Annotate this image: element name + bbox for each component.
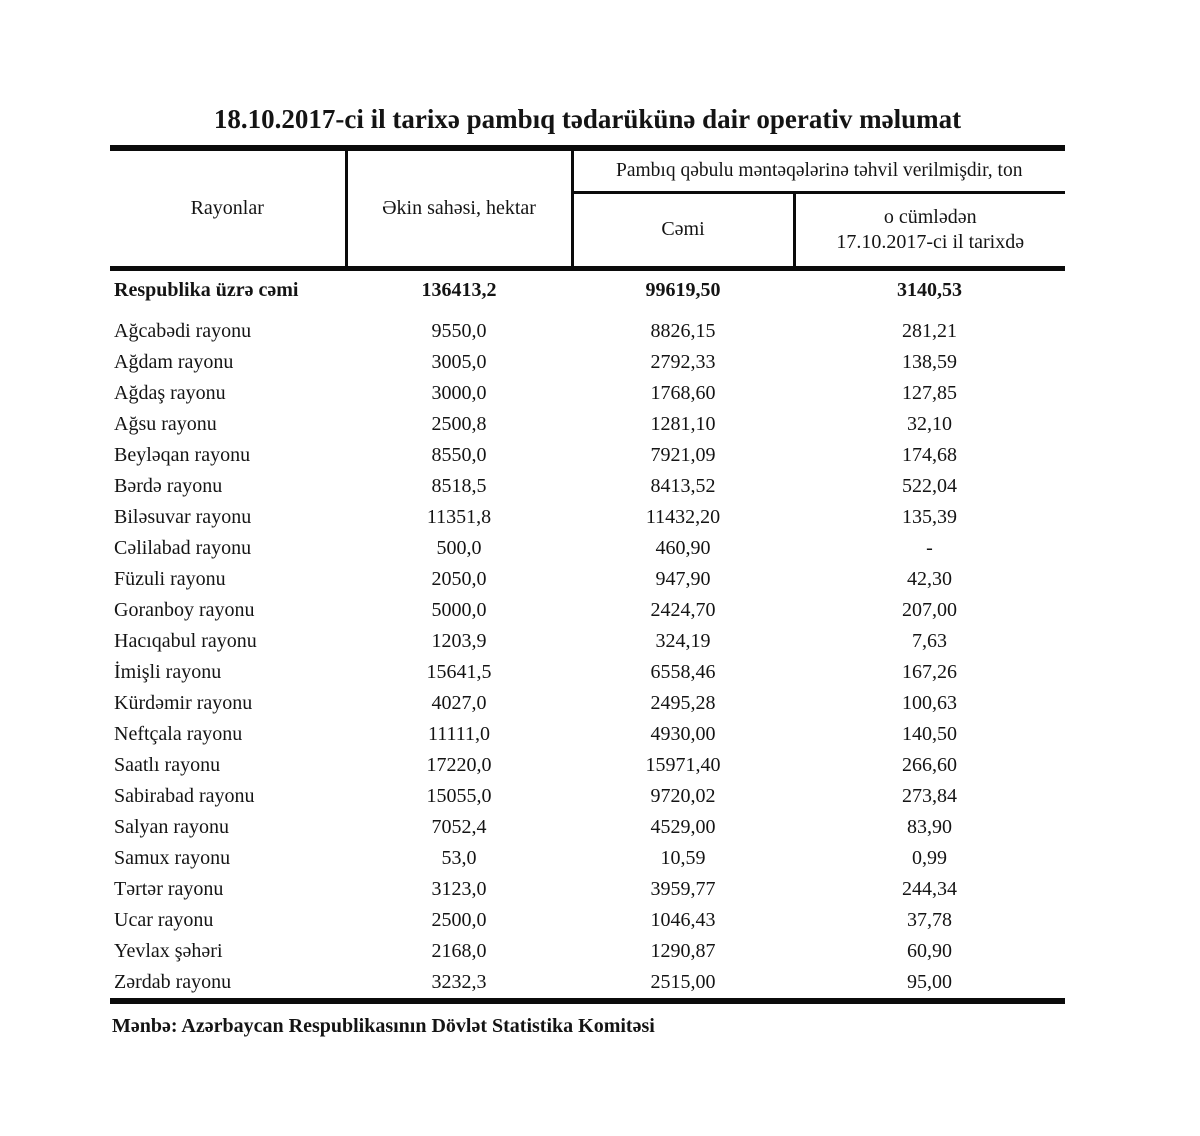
table-row: [110, 719, 1065, 750]
total-row: [110, 268, 1065, 316]
cell-sown-area: 2050,0: [431, 568, 487, 591]
cell-delivered-total: 2424,70: [650, 599, 716, 622]
row-label: İmişli rayonu: [114, 661, 222, 684]
table-row: [110, 533, 1065, 564]
table-row: [110, 440, 1065, 471]
table-row: [110, 502, 1065, 533]
cell-sown-area: 500,0: [436, 537, 482, 560]
col-header-daily-line1: o cümlədən: [883, 205, 977, 228]
cell-delivered-total: 7921,09: [650, 444, 716, 467]
cell-sown-area: 1203,9: [431, 630, 487, 653]
cell-delivered-daily: 7,63: [912, 630, 947, 653]
cell-delivered-total: 2515,00: [650, 971, 716, 994]
row-label: Ucar rayonu: [114, 909, 214, 932]
table-row: [110, 378, 1065, 409]
cell-delivered-total: 1046,43: [650, 909, 716, 932]
cell-sown-area: 15055,0: [426, 785, 492, 808]
row-label: Ağcabədi rayonu: [114, 320, 252, 343]
header-row-1: [110, 148, 1065, 193]
cell-delivered-daily: 100,63: [902, 692, 957, 715]
table-row: [110, 688, 1065, 719]
cell-delivered-daily: 95,00: [907, 971, 952, 994]
table-row: [110, 874, 1065, 905]
cell-delivered-total: 2792,33: [650, 351, 716, 374]
cell-sown-area: 9550,0: [431, 320, 487, 343]
cell-delivered-daily: 83,90: [907, 816, 952, 839]
cell-delivered-total: 8413,52: [650, 475, 716, 498]
cell-delivered-total: 9720,02: [650, 785, 716, 808]
col-header-rayonlar: Rayonlar: [110, 148, 346, 269]
cell-delivered-total: 8826,15: [650, 320, 716, 343]
cell-delivered-daily: 174,68: [902, 444, 957, 467]
cell-delivered-total: 4930,00: [650, 723, 716, 746]
cell-sown-area: 8518,5: [431, 475, 487, 498]
cell-delivered-daily: 140,50: [902, 723, 957, 746]
cell-sown-area: 2500,8: [431, 413, 487, 436]
cell-delivered-daily: 42,30: [907, 568, 952, 591]
row-label: Kürdəmir rayonu: [114, 692, 253, 715]
row-label: Saatlı rayonu: [114, 754, 221, 777]
cell-delivered-daily: 244,34: [902, 878, 957, 901]
cell-delivered-daily: 60,90: [907, 940, 952, 963]
table-row: [110, 905, 1065, 936]
table-row: [110, 626, 1065, 657]
document-page: [110, 103, 1065, 1038]
table-row: [110, 409, 1065, 440]
cell-delivered-daily: 266,60: [902, 754, 957, 777]
source-note: Mənbə: Azərbaycan Respublikasının Dövlət Statistika Komitəsi: [112, 1014, 655, 1037]
row-label: Ağdaş rayonu: [114, 382, 226, 405]
row-label: Ağdam rayonu: [114, 351, 234, 374]
table-row: [110, 657, 1065, 688]
table-row: [110, 936, 1065, 967]
table-header: [110, 148, 1065, 269]
cell-sown-area: 7052,4: [431, 816, 487, 839]
cell-sown-area: 2168,0: [431, 940, 487, 963]
row-label: Zərdab rayonu: [114, 971, 232, 994]
cell-delivered-daily: 0,99: [912, 847, 947, 870]
row-label: Beyləqan rayonu: [114, 444, 251, 467]
row-label: Goranboy rayonu: [114, 599, 255, 622]
row-label: Tərtər rayonu: [114, 878, 224, 901]
row-label: Bərdə rayonu: [114, 475, 223, 498]
cell-delivered-total: 1290,87: [650, 940, 716, 963]
table-row: [110, 347, 1065, 378]
cell-delivered-total: 6558,46: [650, 661, 716, 684]
cell-delivered-daily: 135,39: [902, 506, 957, 529]
row-label: Salyan rayonu: [114, 816, 229, 839]
cell-delivered-total: 15971,40: [645, 754, 721, 777]
cell-delivered-total: 460,90: [655, 537, 711, 560]
table-row: [110, 316, 1065, 347]
col-header-total: Cəmi: [572, 192, 794, 268]
cell-sown-area: 15641,5: [426, 661, 492, 684]
cell-delivered-total: 947,90: [655, 568, 711, 591]
cell-sown-area: 3000,0: [431, 382, 487, 405]
cell-sown-area: 17220,0: [426, 754, 492, 777]
cell-sown-area: 8550,0: [431, 444, 487, 467]
cell-sown-area: 5000,0: [431, 599, 487, 622]
table-body: [110, 268, 1065, 1001]
table-row: [110, 967, 1065, 1001]
cell-sown-area: 53,0: [441, 847, 477, 870]
cell-delivered-total: 1768,60: [650, 382, 716, 405]
col-header-daily: [794, 192, 1065, 268]
cell-sown-area: 4027,0: [431, 692, 487, 715]
cell-delivered-daily: 273,84: [902, 785, 957, 808]
row-label: Ağsu rayonu: [114, 413, 217, 436]
cell-delivered-total: 1281,10: [650, 413, 716, 436]
table-row: [110, 843, 1065, 874]
cell-delivered-daily: 281,21: [902, 320, 957, 343]
cell-sown-area: 3005,0: [431, 351, 487, 374]
cell-delivered-total: 3959,77: [650, 878, 716, 901]
total-cell-sown-area: 136413,2: [421, 279, 497, 302]
cell-delivered-daily: 167,26: [902, 661, 957, 684]
cell-sown-area: 11351,8: [426, 506, 492, 529]
table-row: [110, 781, 1065, 812]
cell-sown-area: 2500,0: [431, 909, 487, 932]
table-row: [110, 471, 1065, 502]
cell-delivered-daily: 138,59: [902, 351, 957, 374]
row-label: Yevlax şəhəri: [114, 940, 223, 963]
table-row: [110, 812, 1065, 843]
total-row-label: Respublika üzrə cəmi: [114, 279, 299, 302]
cell-delivered-daily: 32,10: [907, 413, 952, 436]
cell-delivered-daily: 207,00: [902, 599, 957, 622]
cell-delivered-daily: 37,78: [907, 909, 952, 932]
table-row: [110, 595, 1065, 626]
total-cell-delivered-daily: 3140,53: [897, 279, 962, 302]
cell-sown-area: 3123,0: [431, 878, 487, 901]
row-label: Hacıqabul rayonu: [114, 630, 257, 653]
cotton-procurement-table: [110, 145, 1065, 1004]
row-label: Füzuli rayonu: [114, 568, 226, 591]
cell-delivered-total: 10,59: [660, 847, 706, 870]
cell-delivered-total: 324,19: [655, 630, 711, 653]
cell-sown-area: 11111,0: [427, 723, 491, 746]
row-label: Sabirabad rayonu: [114, 785, 255, 808]
row-label: Samux rayonu: [114, 847, 231, 870]
cell-delivered-daily: -: [926, 537, 933, 560]
row-label: Cəlilabad rayonu: [114, 537, 252, 560]
cell-delivered-daily: 127,85: [902, 382, 957, 405]
col-header-daily-line2: 17.10.2017-ci il tarixdə: [836, 230, 1025, 253]
cell-delivered-total: 4529,00: [650, 816, 716, 839]
total-cell-delivered-total: 99619,50: [645, 279, 721, 302]
row-label: Biləsuvar rayonu: [114, 506, 252, 529]
table-row: [110, 750, 1065, 781]
row-label: Neftçala rayonu: [114, 723, 243, 746]
table-row: [110, 564, 1065, 595]
cell-sown-area: 3232,3: [431, 971, 487, 994]
document-title: 18.10.2017-ci il tarixə pambıq tədarükünə dair operativ məlumat: [213, 104, 962, 134]
cell-delivered-total: 11432,20: [645, 506, 721, 529]
cell-delivered-total: 2495,28: [650, 692, 716, 715]
cell-delivered-daily: 522,04: [902, 475, 957, 498]
col-header-delivered-group: Pambıq qəbulu məntəqələrinə təhvil verilmişdir, ton: [572, 148, 1065, 193]
col-header-sown-area: Əkin sahəsi, hektar: [346, 148, 572, 269]
